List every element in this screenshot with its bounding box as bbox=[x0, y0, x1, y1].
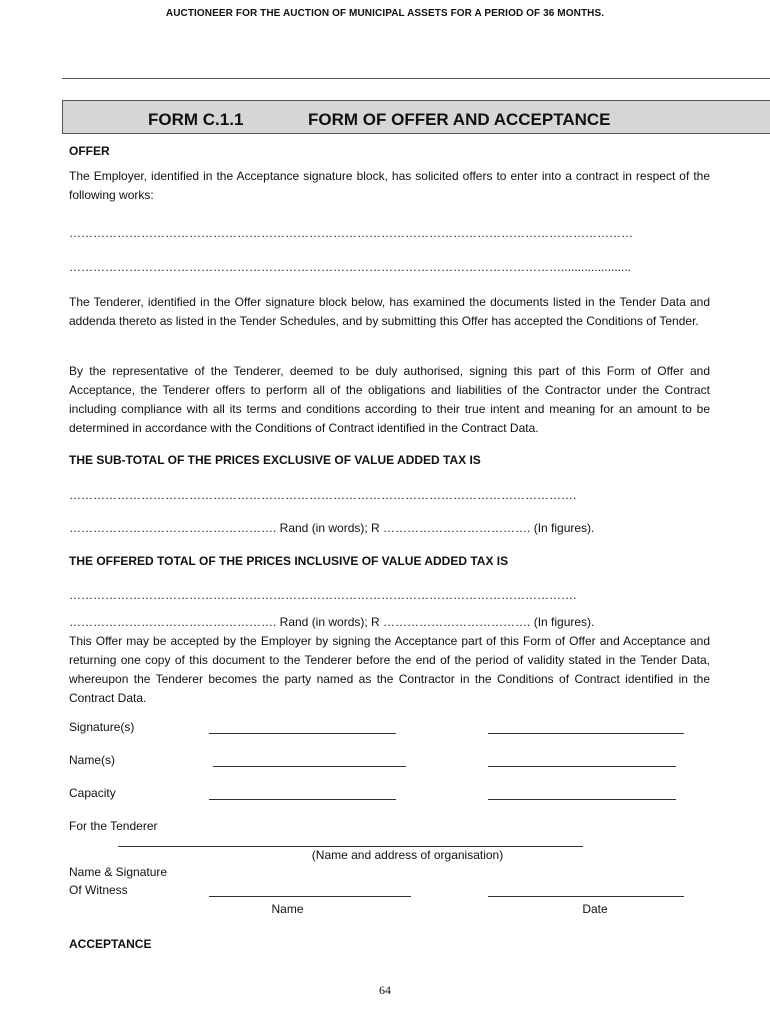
for-tenderer-label: For the Tenderer bbox=[69, 819, 158, 833]
offer-paragraph-3: By the representative of the Tenderer, deemed to be duly authorised, signing this part of this Form of Offer and Acceptance, the Tenderer offers to perform all of the obligations and liabilities of the Contractor under the Contract including compliance with all its terms and conditions according to their true intent and meaning for an amount to be determined in accordance with the Conditions of Contract identified in the Contract Data. bbox=[69, 364, 710, 435]
form-title-box bbox=[62, 100, 770, 134]
works-dotted-line-2: ……………………………………………………………………………………………………………..................... bbox=[69, 260, 632, 274]
page-number: 64 bbox=[379, 983, 391, 997]
name-line-1 bbox=[213, 766, 406, 767]
header-rule bbox=[62, 78, 770, 79]
works-dotted-line-1: …………………………………………………………………………………………………………………………… bbox=[69, 226, 633, 240]
signature-line-1 bbox=[209, 733, 396, 734]
name-line-2 bbox=[488, 766, 676, 767]
names-label: Name(s) bbox=[69, 753, 116, 767]
signature-line-2 bbox=[488, 733, 684, 734]
capacity-label: Capacity bbox=[69, 786, 116, 800]
witness-date-caption: Date bbox=[582, 902, 608, 916]
witness-label-1: Name & Signature bbox=[69, 865, 168, 879]
witness-name-caption: Name bbox=[271, 902, 304, 916]
signatures-label: Signature(s) bbox=[69, 720, 135, 734]
offer-heading: OFFER bbox=[69, 144, 110, 158]
offer-paragraph-1: The Employer, identified in the Acceptance signature block, has solicited offers to enter into a contract in respect of the following works: bbox=[69, 169, 710, 202]
capacity-line-1 bbox=[209, 799, 396, 800]
total-amount-line: ……………………………………………. Rand (in words); R ………………………………. (In figures). bbox=[69, 615, 595, 629]
capacity-line-2 bbox=[488, 799, 676, 800]
total-heading: THE OFFERED TOTAL OF THE PRICES INCLUSIVE OF VALUE ADDED TAX IS bbox=[69, 554, 509, 568]
subtotal-amount-line: ……………………………………………. Rand (in words); R ………………………………. (In figures). bbox=[69, 521, 595, 535]
subtotal-heading: THE SUB-TOTAL OF THE PRICES EXCLUSIVE OF VALUE ADDED TAX IS bbox=[69, 453, 481, 467]
form-number: FORM C.1.1 bbox=[148, 110, 244, 129]
total-dotted-line: ………………………………………………………………………………………………………………. bbox=[69, 588, 577, 602]
form-title: FORM OF OFFER AND ACCEPTANCE bbox=[308, 110, 611, 129]
witness-name-line bbox=[209, 896, 411, 897]
offer-paragraph-2: The Tenderer, identified in the Offer signature block below, has examined the documents listed in the Tender Data and addenda thereto as listed in the Tender Schedules, and by submitting this Offer has accepted the Conditions of Tender. bbox=[69, 295, 710, 328]
organisation-line bbox=[118, 846, 583, 847]
running-header: AUCTIONEER FOR THE AUCTION OF MUNICIPAL ASSETS FOR A PERIOD OF 36 MONTHS. bbox=[165, 8, 605, 19]
offer-paragraph-4: This Offer may be accepted by the Employer by signing the Acceptance part of this Form of Offer and Acceptance and returning one copy of this document to the Tenderer before the end of the period of validity stated in the Tender Data, whereupon the Tenderer becomes the party named as the Contractor in the Conditions of Contract identified in the Contract Data. bbox=[69, 634, 710, 705]
witness-label-2: Of Witness bbox=[69, 883, 128, 897]
subtotal-dotted-line: ………………………………………………………………………………………………………………. bbox=[69, 488, 577, 502]
acceptance-heading: ACCEPTANCE bbox=[69, 937, 152, 951]
organisation-caption: (Name and address of organisation) bbox=[311, 848, 504, 862]
witness-date-line bbox=[488, 896, 684, 897]
